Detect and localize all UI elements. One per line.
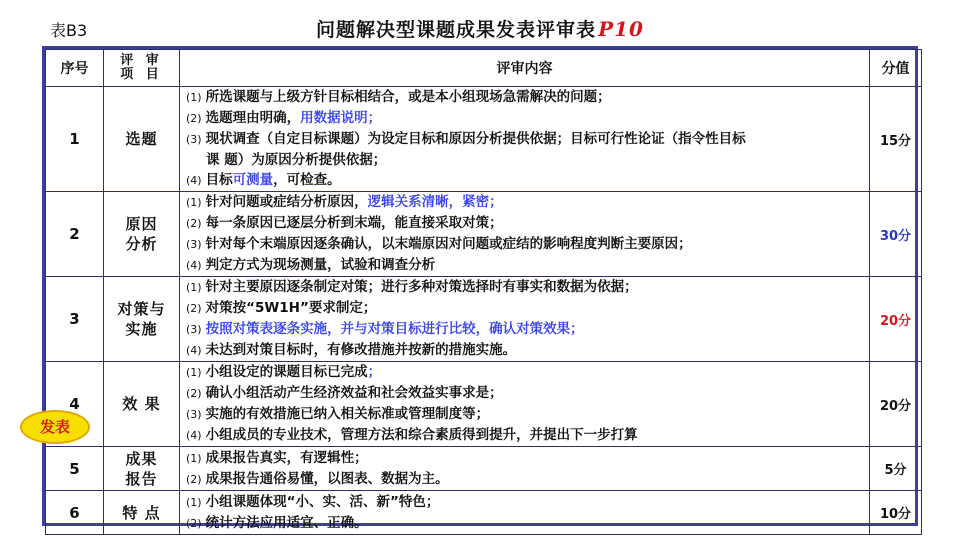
row-item xyxy=(104,192,180,277)
criteria-text: 针对主要原因逐条制定对策；进行多种对策选择时有事实和数据为依据； xyxy=(205,279,638,295)
header-content: 评审内容 xyxy=(180,50,870,87)
criteria-text: 针对每个末端原因逐条确认，以末端原因对问题或症结的影响程度判断主要原因； xyxy=(205,236,692,252)
table-row xyxy=(46,491,922,535)
criteria-index: (1) xyxy=(186,495,202,509)
row-content xyxy=(180,447,870,491)
header-score: 分值 xyxy=(870,50,922,87)
criteria-line xyxy=(186,362,863,383)
criteria-line xyxy=(186,192,863,213)
row-item-label: 原因 分析 xyxy=(125,215,158,253)
row-content xyxy=(180,87,870,192)
row-score: 10分 xyxy=(870,491,922,535)
row-item-label: 成果 报告 xyxy=(125,449,158,488)
review-table-frame xyxy=(42,46,918,531)
criteria-line xyxy=(186,255,863,276)
title-text: 问题解决型课题成果发表评审表 xyxy=(316,19,597,41)
title-code: P10 xyxy=(598,17,644,41)
table-header-row xyxy=(46,50,922,87)
criteria-line xyxy=(186,383,863,404)
criteria-index: (2) xyxy=(186,217,202,230)
row-item xyxy=(104,362,180,447)
row-score: 20分 xyxy=(870,277,922,362)
table-row xyxy=(46,447,922,491)
criteria-line xyxy=(186,129,863,150)
criteria-line xyxy=(186,319,863,340)
criteria-line xyxy=(186,170,863,191)
row-item-label: 选题 xyxy=(125,130,158,148)
row-item-label: 效 果 xyxy=(122,395,161,413)
criteria-line xyxy=(186,298,863,319)
criteria-text: 统计方法应用适宜、正确。 xyxy=(205,514,368,531)
criteria-line xyxy=(186,469,863,490)
row-item-label: 对策与 实施 xyxy=(117,300,166,338)
criteria-text: 现状调查（自定目标课题）为设定目标和原因分析提供依据；目标可行性论证（指令性目标 xyxy=(205,131,746,147)
criteria-line xyxy=(186,513,863,534)
row-content xyxy=(180,362,870,447)
criteria-text: 按照对策表逐条实施，并与对策目标进行比较，确认对策效果； xyxy=(205,321,584,337)
criteria-line xyxy=(186,492,863,513)
criteria-text: 所选课题与上级方针目标相结合，或是本小组现场急需解决的问题； xyxy=(205,89,611,105)
row-item-label: 特 点 xyxy=(122,503,161,522)
criteria-text: 逻辑关系清晰，紧密； xyxy=(367,194,503,210)
row-item xyxy=(104,87,180,192)
row-content xyxy=(180,277,870,362)
criteria-index: (3) xyxy=(186,238,202,251)
criteria-text: 目标 xyxy=(205,172,233,188)
criteria-text: 成果报告通俗易懂，以图表、数据为主。 xyxy=(205,470,449,487)
criteria-index: (1) xyxy=(186,91,202,104)
criteria-line xyxy=(186,213,863,234)
criteria-text: 判定方式为现场测量，试验和调查分析 xyxy=(205,257,436,273)
criteria-text: 实施的有效措施已纳入相关标准或管理制度等； xyxy=(205,406,490,422)
criteria-index: (2) xyxy=(186,387,202,400)
criteria-index: (3) xyxy=(186,323,202,336)
row-number: 2 xyxy=(46,192,104,277)
criteria-line xyxy=(186,108,863,129)
row-number: 3 xyxy=(46,277,104,362)
criteria-text: 确认小组活动产生经济效益和社会效益实事求是； xyxy=(205,385,503,401)
row-number: 1 xyxy=(46,87,104,192)
row-score: 30分 xyxy=(870,192,922,277)
criteria-index: (4) xyxy=(186,344,202,357)
criteria-line xyxy=(186,425,863,446)
criteria-text: 可测量 xyxy=(232,172,274,188)
header-item: 评 审 项 目 xyxy=(104,50,180,87)
row-score: 20分 xyxy=(870,362,922,447)
row-item xyxy=(104,491,180,535)
criteria-text: ； xyxy=(367,364,382,380)
row-item xyxy=(104,447,180,491)
present-badge: 发表 xyxy=(20,410,90,444)
criteria-text: 对策按“5W1H”要求制定； xyxy=(205,300,377,316)
criteria-index: (2) xyxy=(186,112,202,125)
criteria-line xyxy=(186,277,863,298)
table-row xyxy=(46,362,922,447)
criteria-index: (2) xyxy=(186,472,202,486)
criteria-text: 小组成员的专业技术，管理方法和综合素质得到提升，并提出下一步打算 xyxy=(205,427,638,443)
criteria-text: ，可检查。 xyxy=(273,172,341,188)
review-table xyxy=(45,49,922,535)
row-number: 4 xyxy=(46,362,104,447)
criteria-line xyxy=(186,150,863,170)
criteria-index: (4) xyxy=(186,429,202,442)
criteria-text: 每一条原因已逐层分析到末端，能直接采取对策； xyxy=(205,215,503,231)
row-content xyxy=(180,491,870,535)
row-score: 5分 xyxy=(870,447,922,491)
criteria-index: (1) xyxy=(186,196,202,209)
criteria-index: (1) xyxy=(186,281,202,294)
criteria-line xyxy=(186,234,863,255)
table-body xyxy=(46,87,922,535)
criteria-text: 小组设定的课题目标已完成 xyxy=(205,364,368,380)
criteria-index: (2) xyxy=(186,516,202,530)
criteria-index: (4) xyxy=(186,259,202,272)
row-item xyxy=(104,277,180,362)
header-no: 序号 xyxy=(46,50,104,87)
criteria-text: 课 题）为原因分析提供依据； xyxy=(206,152,387,168)
criteria-index: (1) xyxy=(186,366,202,379)
table-row xyxy=(46,192,922,277)
criteria-index: (4) xyxy=(186,174,202,187)
row-number: 6 xyxy=(46,491,104,535)
criteria-index: (3) xyxy=(186,133,202,146)
criteria-text: 针对问题或症结分析原因， xyxy=(205,194,368,210)
criteria-text: 小组课题体现“小、实、活、新”特色； xyxy=(205,493,440,510)
row-content xyxy=(180,192,870,277)
criteria-index: (3) xyxy=(186,408,202,421)
criteria-text: 成果报告真实，有逻辑性； xyxy=(205,449,368,466)
criteria-line xyxy=(186,340,863,361)
criteria-text: 选题理由明确， xyxy=(205,110,301,126)
criteria-text: 用数据说明； xyxy=(300,110,382,126)
table-row xyxy=(46,277,922,362)
criteria-line xyxy=(186,87,863,108)
row-number: 5 xyxy=(46,447,104,491)
document-label: 表B3 xyxy=(50,21,88,40)
page-title xyxy=(0,15,960,42)
criteria-index: (2) xyxy=(186,302,202,315)
row-score: 15分 xyxy=(870,87,922,192)
criteria-text: 未达到对策目标时，有修改措施并按新的措施实施。 xyxy=(205,342,517,358)
criteria-index: (1) xyxy=(186,451,202,465)
table-row xyxy=(46,87,922,192)
criteria-line xyxy=(186,448,863,469)
criteria-line xyxy=(186,404,863,425)
